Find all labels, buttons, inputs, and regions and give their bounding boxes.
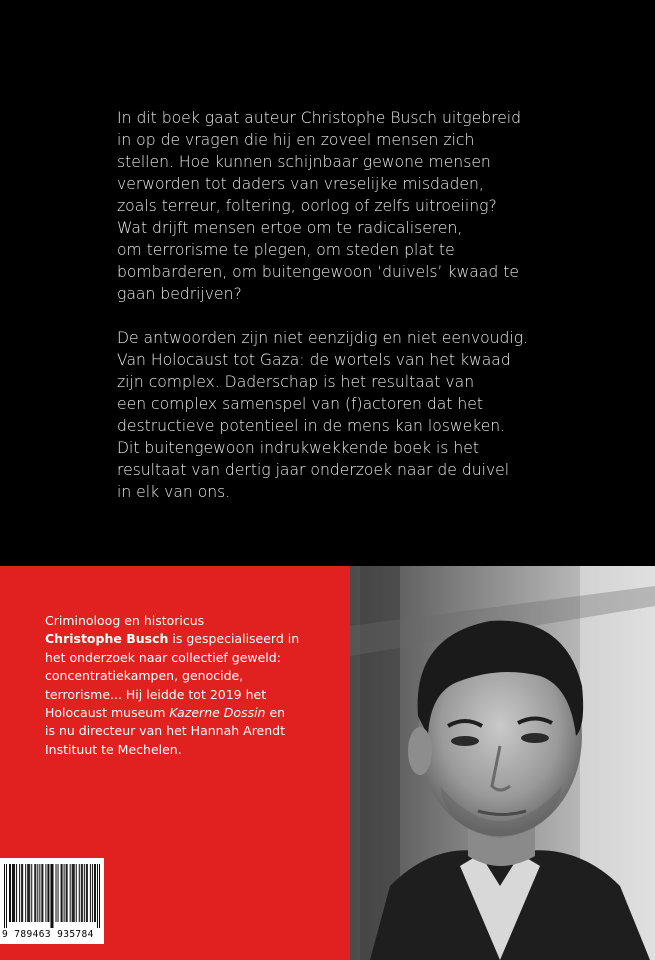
blurb-line: een complex samenspel van (f)actoren dat het xyxy=(117,395,484,413)
blurb-line: bombarderen, om buitengewoon ‘duivels’ kwaad te xyxy=(117,263,519,281)
blurb-line: zijn complex. Daderschap is het resultaat van xyxy=(117,373,475,391)
barcode-bar xyxy=(16,864,17,922)
barcode-bar xyxy=(6,864,7,928)
barcode-bar xyxy=(48,864,49,922)
barcode-bar xyxy=(72,864,73,922)
bio-line: terrorisme... Hij leidde tot 2019 het xyxy=(45,686,267,702)
barcode-bar xyxy=(58,864,59,922)
barcode-bar xyxy=(14,864,15,922)
barcode-bar xyxy=(31,864,32,922)
bio-line: is nu directeur van het Hannah Arendt xyxy=(45,723,286,739)
barcode-bar xyxy=(29,864,30,922)
barcode-bar xyxy=(81,864,82,922)
blurb-paragraph-1 xyxy=(117,107,607,305)
bio-text: en xyxy=(265,705,286,721)
barcode-bar xyxy=(70,864,71,922)
barcode-bar xyxy=(25,864,26,922)
barcode-bar xyxy=(42,864,43,922)
blurb-line: om terrorisme te plegen, om steden plat te xyxy=(117,241,455,259)
blurb-line: Dit buitengewoon indrukwekkende boek is het xyxy=(117,439,479,457)
blurb-line: De antwoorden zijn niet eenzijdig en niet eenvoudig. xyxy=(117,329,529,347)
blurb-line: stellen. Hoe kunnen schijnbaar gewone mensen xyxy=(117,153,491,171)
museum-name: Kazerne Dossin xyxy=(169,705,266,721)
blurb-line: in op de vragen die hij en zoveel mensen zich xyxy=(117,131,475,149)
barcode-bar xyxy=(87,864,88,922)
isbn-number: 9 789463 935784 xyxy=(2,929,94,940)
barcode-bar xyxy=(39,864,40,922)
blurb-line: destructieve potentieel in de mens kan losweken. xyxy=(117,417,506,435)
blurb-line: gaan bedrijven? xyxy=(117,285,242,303)
barcode-bar xyxy=(47,864,48,922)
author-portrait-photo xyxy=(350,566,655,960)
barcode-bar xyxy=(95,864,96,922)
barcode-bar xyxy=(74,864,75,922)
blurb-line: in elk van ons. xyxy=(117,483,231,501)
barcode-bar xyxy=(37,864,38,922)
blurb-line: verworden tot daders van vreselijke misdaden, xyxy=(117,175,484,193)
blurb-paragraph-2 xyxy=(117,327,607,503)
barcode-bar xyxy=(9,864,10,922)
barcode-bar xyxy=(12,864,13,922)
barcode-bar xyxy=(90,864,91,922)
barcode-bar xyxy=(94,864,95,922)
blurb-line: Van Holocaust tot Gaza: de wortels van het kwaad xyxy=(117,351,511,369)
barcode-bar xyxy=(27,864,28,922)
blurb-line: Wat drijft mensen ertoe om te radicaliseren, xyxy=(117,219,463,237)
bio-line: Criminoloog en historicus xyxy=(45,613,205,628)
bio-line xyxy=(45,704,345,722)
bio-text: Holocaust museum xyxy=(45,705,170,721)
barcode-bar xyxy=(67,864,68,922)
barcode-bar xyxy=(76,864,77,922)
barcode-bar xyxy=(34,864,35,922)
author-portrait-image xyxy=(350,566,655,960)
barcode-bar xyxy=(53,864,54,928)
barcode-bar xyxy=(86,864,87,922)
barcode-bar xyxy=(84,864,85,922)
barcode-bar xyxy=(50,864,51,928)
blurb-line: In dit boek gaat auteur Christophe Busch uitgebreid xyxy=(117,109,522,127)
barcode-bar xyxy=(45,864,46,922)
author-name: Christophe Busch xyxy=(45,631,169,647)
blurb-line: resultaat van dertig jaar onderzoek naar de duivel xyxy=(117,461,510,479)
barcode-bar xyxy=(62,864,63,922)
barcode-bars xyxy=(4,864,100,928)
barcode-bar xyxy=(92,864,93,922)
barcode-bar xyxy=(41,864,42,922)
bio-line: Instituut te Mechelen. xyxy=(45,741,182,757)
barcode-bar xyxy=(66,864,67,922)
barcode-bar xyxy=(56,864,57,922)
book-blurb xyxy=(117,107,607,525)
barcode-bar xyxy=(10,864,11,922)
isbn-barcode xyxy=(0,858,104,944)
barcode-bar xyxy=(73,864,74,922)
barcode-bar xyxy=(13,864,14,922)
barcode-bar xyxy=(64,864,65,922)
barcode-bar xyxy=(97,864,98,928)
blurb-line: zoals terreur, foltering, oorlog of zelfs uitroeiing? xyxy=(117,197,497,215)
barcode-bar xyxy=(22,864,23,922)
barcode-bar xyxy=(21,864,22,922)
bio-line: het onderzoek naar collectief geweld: xyxy=(45,649,281,665)
barcode-bar xyxy=(79,864,80,922)
bio-text: is gespecialiseerd in xyxy=(168,631,300,647)
barcode-bar xyxy=(4,864,5,928)
bio-line xyxy=(45,630,345,648)
barcode-bar xyxy=(19,864,20,922)
bio-line: concentratiekampen, genocide, xyxy=(45,668,244,684)
barcode-bar xyxy=(99,864,100,928)
barcode-bar xyxy=(35,864,36,922)
barcode-bar xyxy=(51,864,52,928)
barcode-bar xyxy=(28,864,29,922)
barcode-bar xyxy=(61,864,62,922)
barcode-bar xyxy=(82,864,83,922)
author-bio xyxy=(45,612,345,759)
